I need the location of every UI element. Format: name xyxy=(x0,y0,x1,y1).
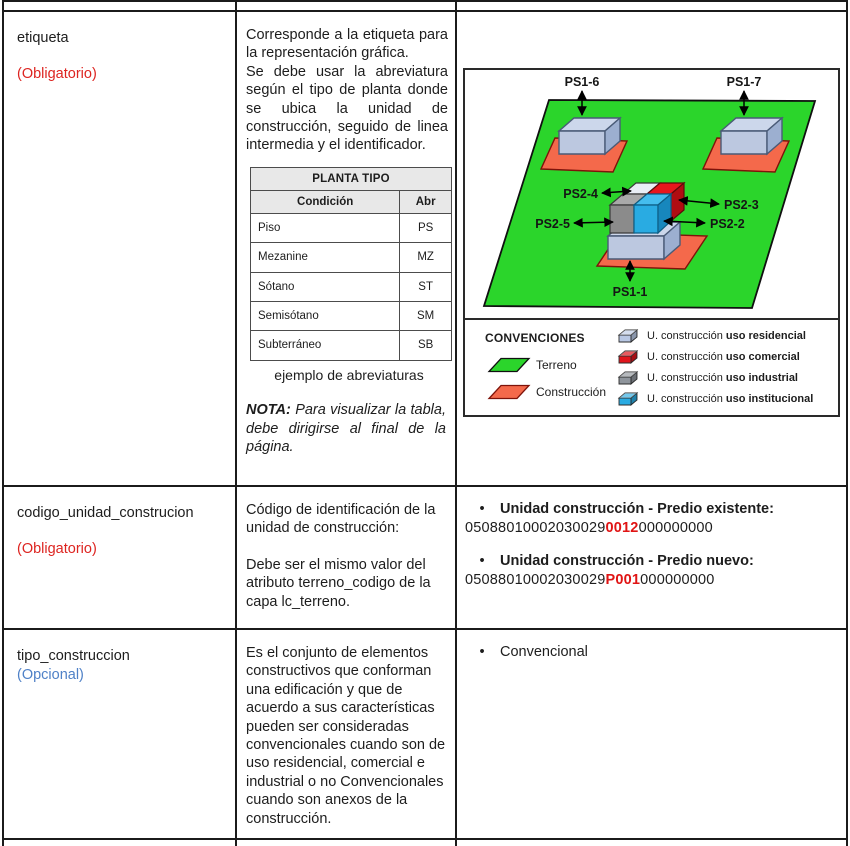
diagram-label-ps2-2: PS2-2 xyxy=(710,217,745,231)
residencial-cube-icon xyxy=(617,328,641,344)
legend-item-institucional: U. construcción uso institucional xyxy=(617,388,838,409)
attribute-cell xyxy=(4,487,237,628)
list-item xyxy=(464,552,836,570)
planta-col-header-abr: Abr xyxy=(400,190,452,213)
code-highlight: P001 xyxy=(605,572,641,588)
nota-paragraph xyxy=(246,401,448,456)
construction-units-figure xyxy=(463,68,840,417)
description-paragraph: Debe ser el mismo valor del atributo terreno_codigo de la capa lc_terreno. xyxy=(246,556,431,610)
attribute-name: tipo_construccion xyxy=(17,648,130,664)
attribute-name: codigo_unidad_construcion xyxy=(17,505,194,521)
table-row-partial-top xyxy=(4,2,846,12)
table-row-etiqueta xyxy=(4,12,846,487)
legend-item-residencial: U. construcción uso residencial xyxy=(617,325,838,346)
terreno-swatch-icon xyxy=(485,357,531,373)
table-row-partial-bottom xyxy=(4,840,846,846)
document-page xyxy=(2,0,848,846)
bullet-title: Unidad construcción - Predio nuevo: xyxy=(500,553,754,569)
attribute-name: etiqueta xyxy=(17,30,69,46)
description-paragraph: Corresponde a la etiqueta para la representación gráfica. xyxy=(246,27,448,62)
description-cell xyxy=(237,12,457,485)
legend-construccion-label: Construcción xyxy=(536,385,607,399)
legend-construccion-row xyxy=(485,383,617,401)
diagram-label-ps1-1: PS1-1 xyxy=(612,285,648,299)
list-item xyxy=(464,500,836,518)
nota-label: NOTA: xyxy=(246,402,291,419)
nota-text: Para visualizar la tabla, debe dirigirse al final de la página. xyxy=(246,402,446,456)
construccion-swatch-icon xyxy=(485,384,531,400)
requirement-badge: (Opcional) xyxy=(17,667,84,683)
table-row-tipo-construccion xyxy=(4,630,846,840)
description-paragraph: Se debe usar la abreviatura según el tipo de planta donde se ubica la unidad de construcción, seguido de linea intermedia y el identificador. xyxy=(246,63,448,154)
table-row: Piso PS xyxy=(251,213,452,242)
construction-diagram-svg xyxy=(465,70,838,318)
construction-code: 05088010002030029P001000000000 xyxy=(465,572,715,588)
planta-tipo-table xyxy=(250,167,452,361)
description-paragraph: Código de identificación de la unidad de construcción: xyxy=(246,502,436,537)
requirement-badge: (Obligatorio) xyxy=(17,66,97,82)
example-cell xyxy=(457,487,846,628)
table-caption: ejemplo de abreviaturas xyxy=(274,366,424,383)
comercial-cube-icon xyxy=(617,349,641,365)
legend-item-industrial: U. construcción uso industrial xyxy=(617,367,838,388)
industrial-cube-icon xyxy=(617,370,641,386)
bullet-icon xyxy=(464,552,500,570)
building-box-ps1-6 xyxy=(559,118,620,154)
legend-terreno-label: Terreno xyxy=(536,358,577,372)
list-item xyxy=(464,643,836,661)
institucional-cube-icon xyxy=(617,391,641,407)
table-row: Sótano ST xyxy=(251,272,452,301)
attribute-cell xyxy=(4,12,237,485)
code-highlight: 0012 xyxy=(605,520,639,536)
table-row: Semisótano SM xyxy=(251,302,452,331)
example-cell xyxy=(457,630,846,838)
legend-title: CONVENCIONES xyxy=(485,331,585,345)
attribute-cell xyxy=(4,630,237,838)
table-row-codigo-unidad-construcion xyxy=(4,487,846,630)
diagram-label-ps2-4: PS2-4 xyxy=(563,187,598,201)
bullet-value: Convencional xyxy=(500,644,588,660)
building-box-ps1-7 xyxy=(721,118,782,154)
diagram-label-ps2-3: PS2-3 xyxy=(724,198,759,212)
legend-item-comercial: U. construcción uso comercial xyxy=(617,346,838,367)
diagram-label-ps1-7: PS1-7 xyxy=(726,75,762,89)
planta-tipo-title: PLANTA TIPO xyxy=(251,167,452,190)
example-cell xyxy=(457,12,846,485)
bullet-icon xyxy=(464,500,500,518)
planta-col-header-condicion: Condición xyxy=(251,190,400,213)
legend xyxy=(465,318,838,415)
table-row: Mezanine MZ xyxy=(251,243,452,272)
diagram-label-ps2-5: PS2-5 xyxy=(535,217,570,231)
requirement-badge: (Obligatorio) xyxy=(17,541,97,557)
diagram-label-ps1-6: PS1-6 xyxy=(564,75,600,89)
bullet-icon xyxy=(464,643,500,661)
construction-code: 050880100020300290012000000000 xyxy=(465,520,713,536)
description-cell xyxy=(237,487,457,628)
description-paragraph: Es el conjunto de elementos constructivos que conforman una edificación y que de acuerdo a sus características pueden ser consideradas convencionales cuando son de uso residencial, comercial e industrial o no Convencionales cuando son anexos de la construcción. xyxy=(246,645,446,827)
description-cell xyxy=(237,630,457,838)
bullet-title: Unidad construcción - Predio existente: xyxy=(500,501,774,517)
legend-terreno-row xyxy=(485,356,617,374)
table-row: Subterráneo SB xyxy=(251,331,452,360)
